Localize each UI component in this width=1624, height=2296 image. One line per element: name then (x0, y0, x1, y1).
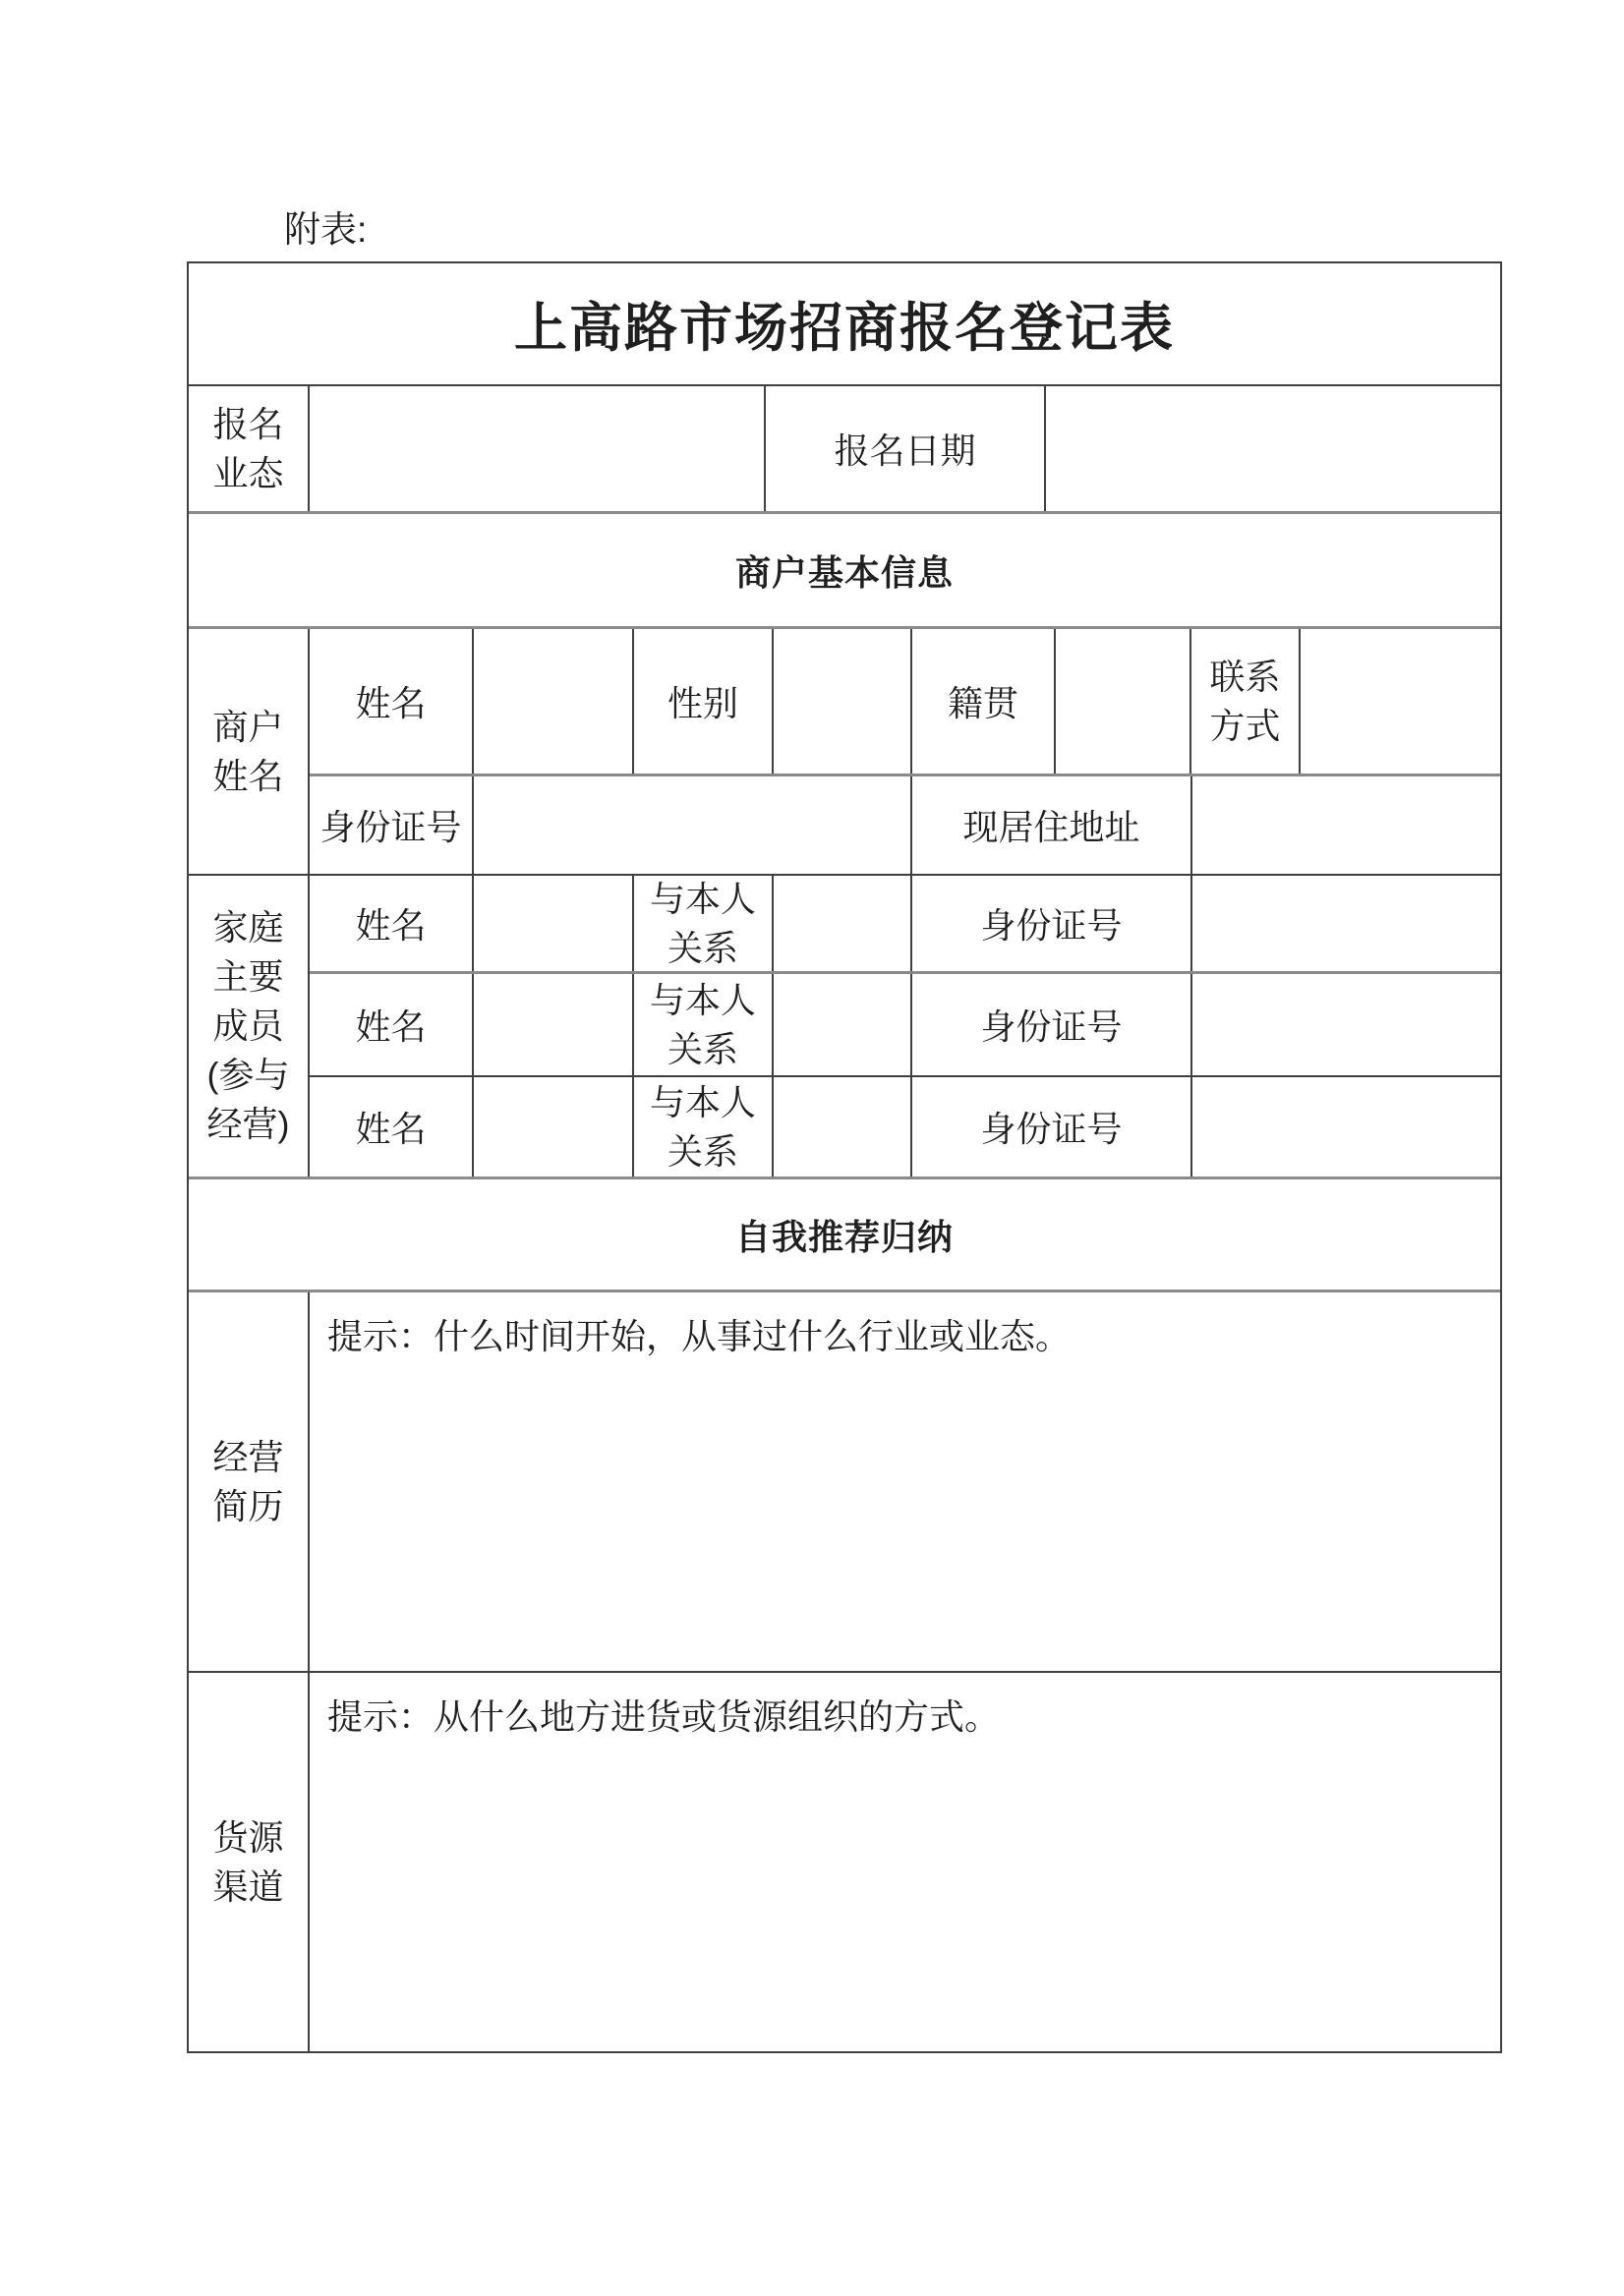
family-id-label: 身份证号 (912, 974, 1192, 1075)
business-history-row (189, 1292, 1500, 1673)
contact-field[interactable] (1301, 629, 1500, 774)
signup-date-label: 报名日期 (766, 386, 1046, 511)
family-name-label: 姓名 (310, 876, 474, 971)
section-basic-info-row (189, 514, 1500, 629)
supply-channel-label: 货源 渠道 (189, 1673, 310, 2051)
family-block (189, 876, 1500, 1179)
title-cell (189, 263, 1500, 384)
family-name-field[interactable] (474, 876, 634, 971)
section-basic-info-title: 商户基本信息 (734, 551, 954, 593)
relation-label: 与本人 关系 (634, 1077, 774, 1177)
merchant-subrows (310, 629, 1500, 874)
title-row (189, 263, 1500, 386)
family-name-field[interactable] (474, 1077, 634, 1177)
family-subrows (310, 876, 1500, 1177)
signup-type-field[interactable] (310, 386, 766, 511)
registration-form-table (187, 261, 1502, 2053)
relation-label: 与本人 关系 (634, 876, 774, 971)
merchant-name-label: 姓名 (310, 629, 474, 774)
address-label: 现居住地址 (912, 776, 1192, 874)
supply-channel-row (189, 1673, 1500, 2051)
supply-channel-hint: 提示：从什么地方进货或货源组织的方式。 (327, 1696, 1001, 1737)
family-id-field[interactable] (1192, 1077, 1500, 1177)
family-group-label: 家庭 主要 成员 (参与 经营) (189, 876, 310, 1177)
section-self-recommendation-row (189, 1179, 1500, 1292)
signup-type-label: 报名 业态 (189, 386, 310, 511)
family-member-row-1 (310, 876, 1500, 974)
family-name-field[interactable] (474, 974, 634, 1075)
family-member-row-2 (310, 974, 1500, 1077)
signup-date-field[interactable] (1046, 386, 1500, 511)
merchant-name-field[interactable] (474, 629, 634, 774)
native-place-label: 籍贯 (912, 629, 1056, 774)
business-history-hint: 提示：什么时间开始，从事过什么行业或业态。 (327, 1316, 1072, 1356)
relation-field[interactable] (774, 876, 912, 971)
business-history-label: 经营 简历 (189, 1292, 310, 1671)
family-name-label: 姓名 (310, 1077, 474, 1177)
merchant-group-label: 商户 姓名 (189, 629, 310, 874)
business-history-field[interactable] (310, 1292, 1500, 1671)
merchant-block (189, 629, 1500, 876)
relation-field[interactable] (774, 974, 912, 1075)
family-member-row-3 (310, 1077, 1500, 1177)
address-field[interactable] (1192, 776, 1500, 874)
contact-label: 联系 方式 (1191, 629, 1301, 774)
annex-label: 附表: (284, 209, 368, 250)
gender-label: 性别 (634, 629, 774, 774)
signup-row (189, 386, 1500, 514)
relation-field[interactable] (774, 1077, 912, 1177)
supply-channel-field[interactable] (310, 1673, 1500, 2051)
form-title: 上高路市场招商报名登记表 (514, 299, 1175, 358)
family-id-label: 身份证号 (912, 876, 1192, 971)
family-name-label: 姓名 (310, 974, 474, 1075)
merchant-row-2 (310, 776, 1500, 874)
family-id-field[interactable] (1192, 974, 1500, 1075)
gender-field[interactable] (774, 629, 912, 774)
merchant-row-1 (310, 629, 1500, 776)
section-self-recommendation-title: 自我推荐归纳 (734, 1216, 954, 1257)
native-place-field[interactable] (1056, 629, 1191, 774)
family-id-label: 身份证号 (912, 1077, 1192, 1177)
relation-label: 与本人 关系 (634, 974, 774, 1075)
family-id-field[interactable] (1192, 876, 1500, 971)
merchant-id-field[interactable] (474, 776, 912, 874)
merchant-id-label: 身份证号 (310, 776, 474, 874)
